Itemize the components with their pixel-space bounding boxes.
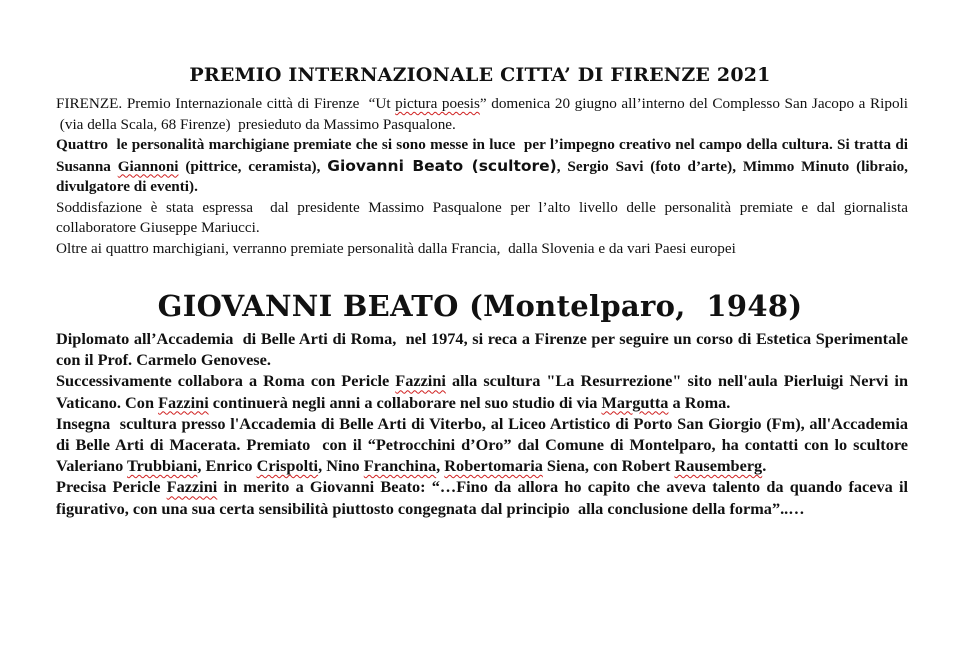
intro-paragraph-1: FIRENZE. Premio Internazionale città di Firenze “Ut pictura poesis” domenica 20 giugno all’interno del Complesso San Jacopo a Ripoli (via della Scala, 68 Firenze) presieduto da Massimo Pasqualone. [56,95,908,133]
spellcheck-word: Rausemberg [674,456,763,476]
award-title: PREMIO INTERNAZIONALE CITTA’ DI FIRENZE 2021 [189,64,771,86]
intro-paragraph-3: Soddisfazione è stata espressa dal presidente Massimo Pasqualone per l’alto livello delle personalità premiate e dal giornalista collaboratore Giuseppe Mariucci. [56,198,908,236]
spellcheck-word: pictura poesis [395,95,480,112]
spellcheck-word: Margutta [601,392,669,412]
bio-paragraph-2: Successivamente collabora a Roma con Pericle Fazzini alla scultura "La Resurrezione" sito nell'aula Pierluigi Nervi in Vaticano. Con Fazzini continuerà negli anni a collaborare nel suo studio di via Margutta a Roma. [56,371,908,412]
artist-title: GIOVANNI BEATO (Montelparo, 1948) [157,289,803,323]
spellcheck-word: Fazzini [166,477,218,497]
spellcheck-word: Fazzini [158,392,209,412]
spellcheck-word: Crispolti [256,456,319,476]
spellcheck-word: Giannoni [117,157,179,175]
highlighted-name: Giovanni Beato (scultore) [327,156,557,175]
intro-paragraph-4: Oltre ai quattro marchigiani, verranno premiate personalità dalla Francia, dalla Slovenia e da vari Paesi europei [56,239,736,257]
spellcheck-word: Robertomaria [444,456,543,476]
bio-paragraph-3: Insegna scultura presso l'Accademia di Belle Arti di Viterbo, al Liceo Artistico di Porto San Giorgio (Fm), all'Accademia di Belle Arti di Macerata. Premiato con il “Petrocchini d’Oro” dal Comune di Montelparo, ha contatti con lo scultore Valeriano Trubbiani, Enrico Crispolti, Nino Franchina, Robertomaria Siena, con Robert Rausemberg. [56,413,908,476]
spellcheck-word: Trubbiani [127,456,198,476]
spellcheck-word: Fazzini [395,371,446,391]
intro-paragraph-2: Quattro le personalità marchigiane premiate che si sono messe in luce per l’impegno creativo nel campo della cultura. Si tratta di Susanna Giannoni (pittrice, ceramista), Giovanni Beato (scultore), Sergio Savi (foto d’arte), Mimmo Minuto (libraio, divulgatore di eventi). [56,136,908,195]
bio-section [56,328,908,519]
bio-paragraph-1: Diplomato all’Accademia di Belle Arti di Roma, nel 1974, si reca a Firenze per seguire un corso di Estetica Sperimentale con il Prof. Carmelo Genovese. [56,329,908,370]
bio-paragraph-4: Precisa Pericle Fazzini in merito a Giovanni Beato: “…Fino da allora ho capito che aveva talento da quando faceva il figurativo, con una sua certa sensibilità piuttosto congegnata dal principio alla conclusione della forma”..… [56,477,908,518]
spellcheck-word: Franchina [363,456,437,476]
intro-section [56,94,908,259]
